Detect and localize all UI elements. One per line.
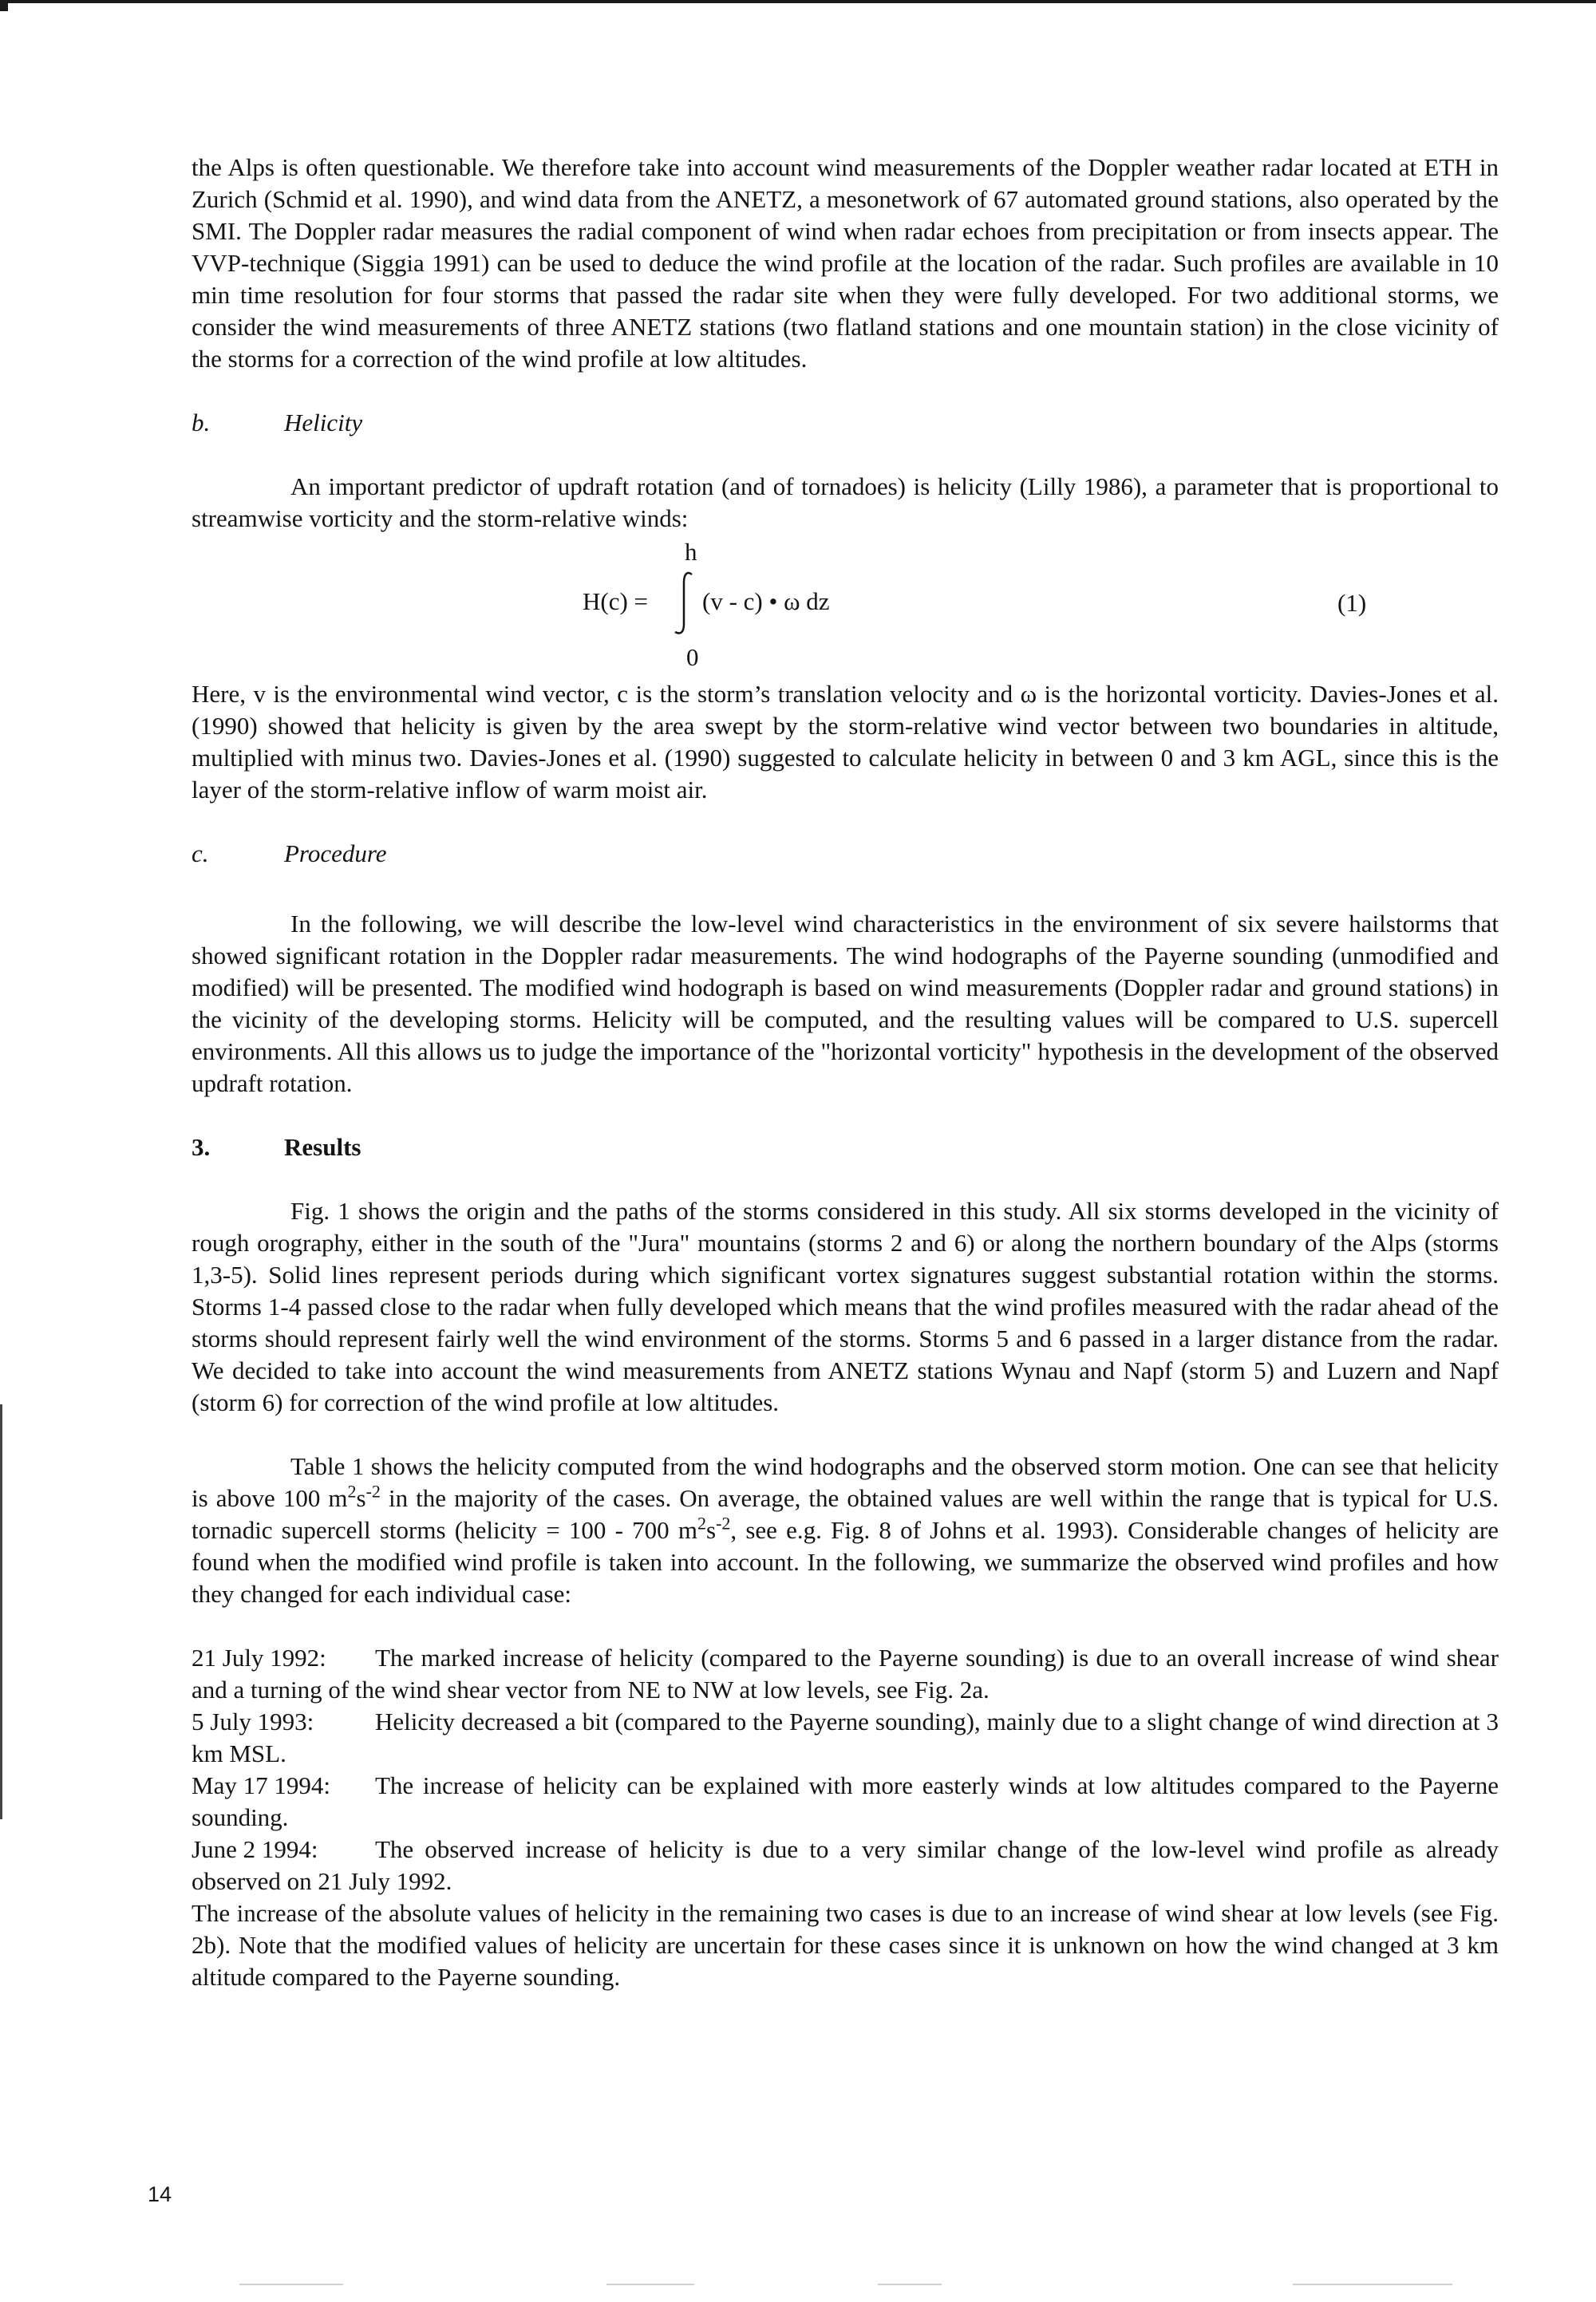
procedure-paragraph: In the following, we will describe the low-level wind characteristics in the environment of six severe hailstorms that showed significant rotation in the Doppler radar measurements. The wind hodographs of the Payerne sounding (unmodified and modified) will be presented. The modified wind hodograph is based on wind measurements (Doppler radar and ground stations) in the vicinity of the developing storms. Helicity will be computed, and the resulting values will be compared to U.S. supercell environments. All this allows us to judge the importance of the "horizontal vorticity" hypothesis in the development of the observed updraft rotation. <box>192 910 1499 1097</box>
results-p2-part-c: , see e.g. Fig. 8 of Johns et al. 1993). Considerable changes of helicity are found when the modified wind profile is taken into account. In the following, we summarize the observed wind profiles and how they changed for each individual case: <box>192 1516 1499 1608</box>
equation-lower-limit: 0 <box>686 643 699 671</box>
unit-s: s <box>356 1484 366 1512</box>
case-text: Helicity decreased a bit (compared to the Payerne sounding), mainly due to a slight change of wind direction at 3 km MSL. <box>192 1708 1499 1767</box>
unit-exponent-m: 2 <box>347 1481 357 1502</box>
equation-upper-limit: h <box>685 538 697 566</box>
page-body <box>192 152 1499 1993</box>
case-item <box>192 1642 1499 1706</box>
section-3-heading <box>192 1131 1499 1163</box>
bottom-rule <box>606 2284 694 2285</box>
case-item <box>192 1770 1499 1834</box>
integral-sign-icon <box>670 570 697 637</box>
closing-paragraph: The increase of the absolute values of helicity in the remaining two cases is due to an increase of wind shear at low levels (see Fig. 2b). Note that the modified values of helicity are uncertain for these cases since it is unknown on how the wind changed at 3 km altitude compared to the Payerne sounding. <box>192 1899 1499 1991</box>
bottom-rule <box>878 2284 942 2285</box>
section-c-title: Procedure <box>284 839 387 867</box>
section-b-number: b. <box>192 409 211 436</box>
section-c-number: c. <box>192 839 209 867</box>
case-item <box>192 1834 1499 1897</box>
results-paragraph-2 <box>192 1451 1499 1610</box>
case-item <box>192 1706 1499 1770</box>
unit-exponent-s-2: -2 <box>716 1513 731 1534</box>
page-number: 14 <box>148 2182 172 2206</box>
top-border-line <box>0 0 1596 3</box>
case-text: The marked increase of helicity (compared to the Payerne sounding) is due to an overall increase of wind shear and a turning of the wind shear vector from NE to NW at low levels, see Fig. 2a. <box>192 1644 1499 1704</box>
case-date: 5 July 1993: <box>192 1708 314 1735</box>
bottom-rule <box>1293 2284 1452 2285</box>
case-date: June 2 1994: <box>192 1835 318 1863</box>
results-paragraph-1: Fig. 1 shows the origin and the paths of the storms considered in this study. All six storms developed in the vicinity of rough orography, either in the south of the "Jura" mountains (storms 2 and 6) or along the northern boundary of the Alps (storms 1,3-5). Solid lines represent periods during which significant vortex signatures suggest substantial rotation within the storms. Storms 1-4 passed close to the radar when fully developed which means that the wind profiles measured with the radar ahead of the storms should represent fairly well the wind environment of the storms. Storms 5 and 6 passed in a larger distance from the radar. We decided to take into account the wind measurements from ANETZ stations Wynau and Napf (storm 5) and Luzern and Napf (storm 6) for correction of the wind profile at low altitudes. <box>192 1197 1499 1416</box>
equation-integrand: (v - c) • ω dz <box>702 587 830 615</box>
top-corner-mark <box>0 0 8 11</box>
unit-s-2: s <box>705 1516 717 1544</box>
bottom-rule <box>239 2284 343 2285</box>
helicity-paragraph-1: An important predictor of updraft rotation (and of tornadoes) is helicity (Lilly 1986), a parameter that is proportional to streamwise vorticity and the storm-relative winds: <box>192 472 1499 532</box>
case-text: The increase of helicity can be explained with more easterly winds at low altitudes compared to the Payerne sounding. <box>192 1771 1499 1831</box>
results-p2-part-a: Table 1 shows the helicity computed from the wind hodographs and the observed storm motion. One can see that helicity is above 100 m <box>192 1452 1499 1512</box>
section-3-title: Results <box>284 1133 361 1161</box>
unit-exponent-s: -2 <box>365 1481 381 1502</box>
helicity-paragraph-2: Here, v is the environmental wind vector, c is the storm’s translation velocity and ω is the horizontal vorticity. Davies-Jones et al. (1990) showed that helicity is given by the area swept by the storm-relative wind vector between two boundaries in altitude, multiplied with minus two. Davies-Jones et al. (1990) suggested to calculate helicity in between 0 and 3 km AGL, since this is the layer of the storm-relative inflow of warm moist air. <box>192 680 1499 804</box>
intro-paragraph: the Alps is often questionable. We therefore take into account wind measurements of the Doppler weather radar located at ETH in Zurich (Schmid et al. 1990), and wind data from the ANETZ, a mesonetwork of 67 automated ground stations, also operated by the SMI. The Doppler radar measures the radial component of wind when radar echoes from precipitation or from insects appear. The VVP-technique (Siggia 1991) can be used to deduce the wind profile at the location of the radar. Such profiles are available in 10 min time resolution for four storms that passed the radar site when they were fully developed. For two additional storms, we consider the wind measurements of three ANETZ stations (two flatland stations and one mountain station) in the close vicinity of the storms for a correction of the wind profile at low altitudes. <box>192 153 1499 373</box>
results-p2-part-b: in the majority of the cases. On average, the obtained values are well within the range that is typical for U.S. tornadic supercell storms (helicity = 100 - 700 m <box>192 1484 1499 1544</box>
section-b-title: Helicity <box>284 409 363 436</box>
case-text: The observed increase of helicity is due to a very similar change of the low-level wind profile as already observed on 21 July 1992. <box>192 1835 1499 1895</box>
section-3-number: 3. <box>192 1133 211 1161</box>
equation-lhs: H(c) = <box>583 587 649 615</box>
helicity-equation <box>192 535 1499 678</box>
section-c-heading <box>192 838 1499 870</box>
scan-edge-mark <box>0 1404 2 1819</box>
unit-exponent-m-2: 2 <box>697 1513 706 1534</box>
section-b-heading <box>192 407 1499 439</box>
equation-number: (1) <box>1337 589 1367 617</box>
case-date: May 17 1994: <box>192 1771 330 1799</box>
case-date: 21 July 1992: <box>192 1644 326 1672</box>
